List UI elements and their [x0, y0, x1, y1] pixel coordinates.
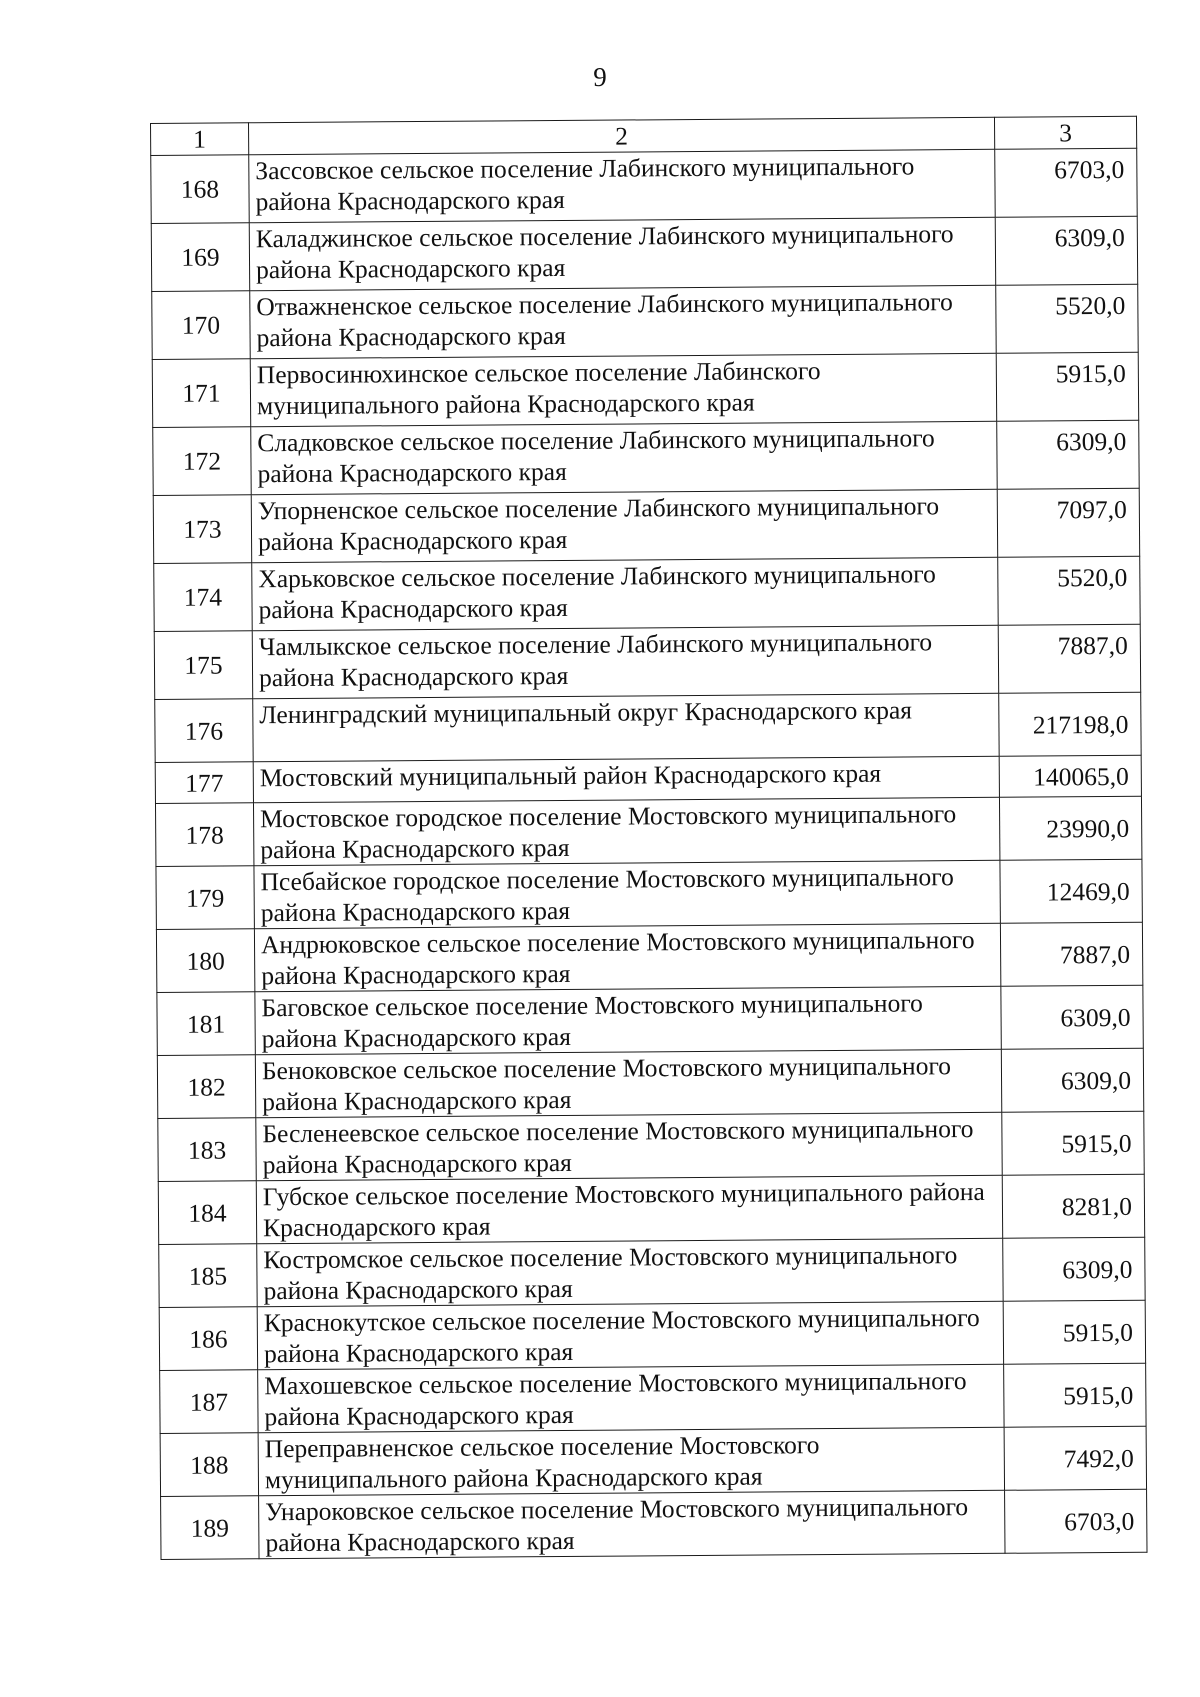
table-row	[153, 420, 1139, 495]
allocation-value: 5915,0	[1004, 1363, 1146, 1427]
row-number: 185	[159, 1244, 257, 1308]
table-row	[154, 624, 1140, 699]
row-number: 177	[155, 762, 253, 804]
row-number: 182	[157, 1055, 255, 1119]
table-row	[156, 859, 1142, 929]
row-number: 172	[153, 427, 251, 496]
municipality-name: Унароковское сельское поселение Мостовского муниципального района Краснодарского края	[259, 1490, 1005, 1558]
municipality-name: Мостовское городское поселение Мостовского муниципального района Краснодарского края	[253, 797, 999, 865]
row-number: 181	[157, 992, 255, 1056]
municipality-name: Беноковское сельское поселение Мостовского муниципального района Краснодарского края	[255, 1049, 1001, 1117]
column-header-number: 1	[151, 123, 249, 156]
municipality-name: Упорненское сельское поселение Лабинского муниципального района Краснодарского края	[251, 489, 997, 562]
settlements-table	[150, 116, 1148, 1560]
table-row	[159, 1300, 1145, 1370]
municipality-name: Отважненское сельское поселение Лабинского муниципального района Краснодарского края	[250, 285, 996, 358]
allocation-value: 5520,0	[998, 556, 1140, 625]
municipality-name: Чамлыкское сельское поселение Лабинского муниципального района Краснодарского края	[252, 625, 998, 698]
row-number: 180	[156, 929, 254, 993]
table-row	[151, 148, 1137, 223]
allocation-value: 7097,0	[997, 488, 1139, 557]
allocation-value: 6309,0	[995, 216, 1137, 285]
row-number: 176	[155, 699, 253, 763]
allocation-value: 8281,0	[1002, 1174, 1144, 1238]
municipality-name: Сладковское сельское поселение Лабинского муниципального района Краснодарского края	[251, 421, 997, 494]
municipality-name: Ленинградский муниципальный округ Краснодарского края	[253, 693, 999, 761]
row-number: 183	[158, 1118, 256, 1182]
table-row	[155, 692, 1141, 762]
row-number: 189	[161, 1496, 259, 1560]
table-row	[157, 1048, 1143, 1118]
municipality-name: Махошевское сельское поселение Мостовского муниципального района Краснодарского края	[258, 1364, 1004, 1432]
row-number: 174	[154, 563, 252, 632]
table-row	[153, 488, 1139, 563]
municipality-name: Бесленеевское сельское поселение Мостовского муниципального района Краснодарского края	[256, 1112, 1002, 1180]
row-number: 169	[151, 223, 249, 292]
municipality-name: Харьковское сельское поселение Лабинского муниципального района Краснодарского края	[252, 557, 998, 630]
municipality-name: Мостовский муниципальный район Краснодарского края	[253, 756, 999, 802]
allocation-value: 140065,0	[999, 755, 1141, 797]
allocation-value: 12469,0	[1000, 859, 1142, 923]
table-row	[158, 1111, 1144, 1181]
table-row	[156, 922, 1142, 992]
table-row	[157, 985, 1143, 1055]
table-row	[154, 556, 1140, 631]
row-number: 186	[159, 1307, 257, 1371]
allocation-value: 7887,0	[998, 624, 1140, 693]
table-row	[151, 216, 1137, 291]
column-header-value: 3	[994, 116, 1136, 149]
municipality-name: Краснокутское сельское поселение Мостовского муниципального района Краснодарского края	[257, 1301, 1003, 1369]
row-number: 171	[152, 359, 250, 428]
municipality-name: Баговское сельское поселение Мостовского муниципального района Краснодарского края	[255, 986, 1001, 1054]
row-number: 168	[151, 155, 249, 224]
allocation-value: 23990,0	[999, 796, 1141, 860]
table-row	[152, 284, 1138, 359]
allocation-value: 6703,0	[1005, 1489, 1147, 1553]
allocation-value: 5915,0	[1002, 1111, 1144, 1175]
municipality-name: Первосинюхинское сельское поселение Лабинского муниципального района Краснодарского края	[250, 353, 996, 426]
municipality-name: Губское сельское поселение Мостовского муниципального района Краснодарского края	[256, 1175, 1002, 1243]
municipality-name: Псебайское городское поселение Мостовского муниципального района Краснодарского края	[254, 860, 1000, 928]
table-row	[155, 755, 1141, 803]
table-row	[155, 796, 1141, 866]
table-row	[160, 1426, 1146, 1496]
page-number: 9	[593, 62, 607, 92]
row-number: 187	[160, 1370, 258, 1434]
allocation-value: 6309,0	[1001, 985, 1143, 1049]
table-row	[161, 1489, 1147, 1559]
row-number: 184	[158, 1181, 256, 1245]
allocation-value: 6309,0	[997, 420, 1139, 489]
allocation-value: 217198,0	[999, 692, 1141, 756]
row-number: 175	[154, 631, 252, 700]
row-number: 173	[153, 495, 251, 564]
municipality-name: Каладжинское сельское поселение Лабинского муниципального района Краснодарского края	[249, 217, 995, 290]
allocation-value: 6309,0	[1001, 1048, 1143, 1112]
row-number: 179	[156, 866, 254, 930]
municipality-name: Костромское сельское поселение Мостовского муниципального района Краснодарского края	[257, 1238, 1003, 1306]
table-row	[160, 1363, 1146, 1433]
column-header-name: 2	[249, 117, 995, 154]
allocation-value: 5915,0	[1003, 1300, 1145, 1364]
allocation-value: 6703,0	[995, 148, 1137, 217]
row-number: 178	[155, 803, 253, 867]
municipality-name: Зассовское сельское поселение Лабинского муниципального района Краснодарского края	[249, 149, 995, 222]
municipality-name: Переправненское сельское поселение Мостовского муниципального района Краснодарского края	[258, 1427, 1004, 1495]
allocation-value: 5520,0	[996, 284, 1138, 353]
allocation-value: 7887,0	[1000, 922, 1142, 986]
table-row	[159, 1237, 1145, 1307]
allocation-value: 6309,0	[1003, 1237, 1145, 1301]
row-number: 170	[152, 291, 250, 360]
allocation-value: 5915,0	[996, 352, 1138, 421]
row-number: 188	[160, 1433, 258, 1497]
table-row	[158, 1174, 1144, 1244]
table-row	[152, 352, 1138, 427]
allocation-value: 7492,0	[1004, 1426, 1146, 1490]
municipality-name: Андрюковское сельское поселение Мостовского муниципального района Краснодарского края	[254, 923, 1000, 991]
